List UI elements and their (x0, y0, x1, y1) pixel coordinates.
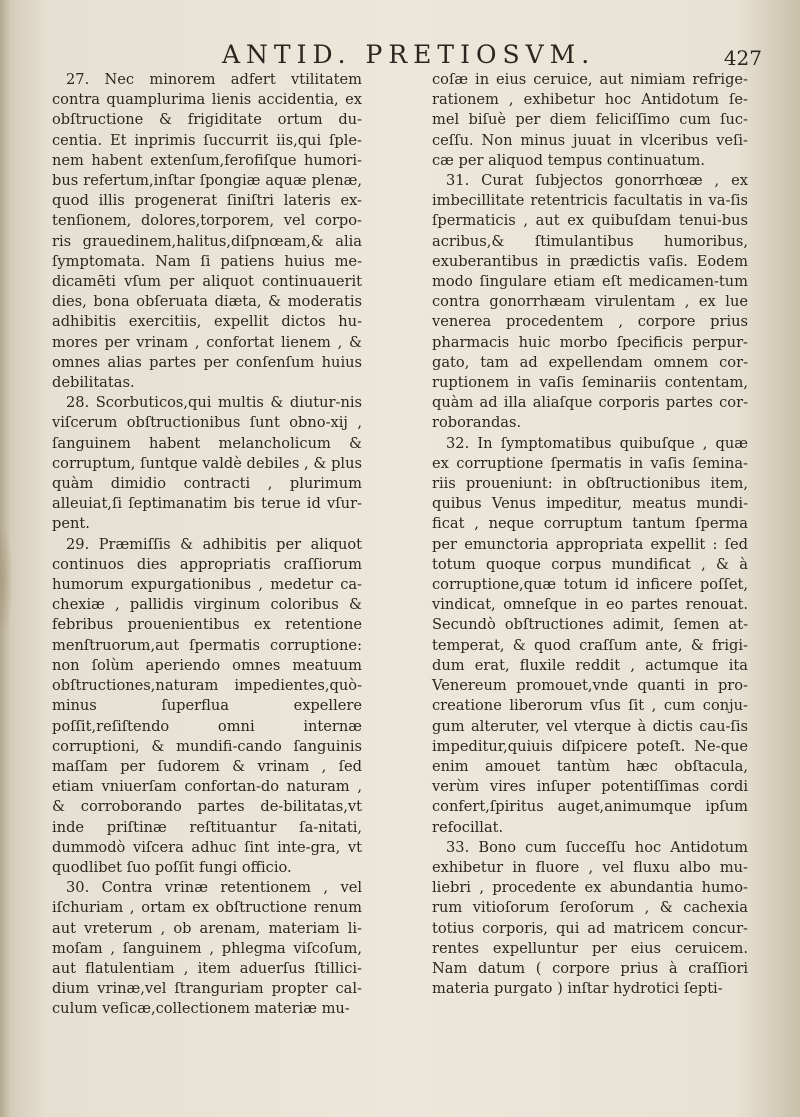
paragraph-number: 27. (66, 71, 90, 88)
paragraph-number: 29. (66, 535, 90, 553)
paragraph-32 (432, 434, 748, 838)
paragraph-27 (52, 70, 362, 393)
paragraph-text: Contra vrinæ retentionem , vel iſchuriam , ortam ex obſtructione renum aut vreterum , ob arenam, materiam li-moſam , ſanguinem , phlegma viſcoſum, aut flatulentiam , item aduerſus ſtillici-dium vrinæ,vel ſtranguriam propter cal-culum veſicæ,collectionem materiæ mu- (52, 879, 362, 1018)
page-stain (0, 520, 14, 640)
paragraph-text: Curat ſubjectos gonorrhœæ , ex imbecillitate retentricis facultatis in va-ſis ſpermaticis , aut ex quibuſdam tenui-bus acribus,& ſtimulantibus humoribus, exuberantibus in prædictis vaſis. Eodem modo ſingulare etiam eſt medicamen-tum contra gonorrhæam virulentam , ex lue venerea procedentem , corpore prius pharmacis huic morbo ſpecificis perpur-gato, tam ad expellendam omnem cor-ruptionem in vaſis ſeminariis contentam, quàm ad illa aliaſque corporis partes cor-roborandas. (432, 172, 748, 432)
paragraph-30 (52, 878, 362, 1019)
paragraph-31 (432, 171, 748, 434)
paragraph-28 (52, 393, 362, 534)
paragraph-number: 28. (66, 394, 90, 412)
right-column (432, 70, 748, 999)
paragraph-text: coſæ in eius ceruice, aut nimiam refrige-rationem , exhibetur hoc Antidotum ſe-mel biſuè per diem feliciſſimo cum ſuc-ceſſu. Non minus juuat in vlceribus veſi-cæ per aliquod tempus continuatum. (432, 71, 748, 169)
paragraph-text: Scorbuticos,qui multis & diutur-nis viſcerum obſtructionibus ſunt obno-xij , ſanguinem habent melancholicum & corruptum, ſuntque valdè debiles , & plus quàm dimidio contracti , plurimum alleuiat,ſi ſeptimanatim bis terue id vſur-pent. (52, 394, 363, 533)
left-column (52, 70, 362, 1020)
paragraph-number: 30. (66, 879, 90, 897)
paragraph-30-continued (432, 70, 748, 171)
paragraph-number: 33. (446, 838, 470, 856)
page-header (222, 40, 762, 74)
page-number: 427 (723, 46, 762, 70)
paragraph-33 (432, 838, 748, 1000)
running-title: ANTID. PRETIOSVM. (222, 40, 596, 69)
paragraph-text: Bono cum ſucceſſu hoc Antidotum exhibetur in fluore , vel fluxu albo mu-liebri , procedente ex abundantia humo-rum vitioſorum ſeroſorum , & cachexia totius corporis, qui ad matricem concur-rentes expelluntur per eius ceruicem. Nam datum ( corpore prius à craſſiori materia purgato ) inſtar hydrotici ſepti- (432, 838, 748, 998)
paragraph-number: 32. (446, 434, 470, 452)
paragraph-29 (52, 535, 362, 878)
paragraph-number: 31. (446, 172, 470, 190)
paragraph-text: Præmiſſis & adhibitis per aliquot continuos dies appropriatis craſſiorum humorum expurgationibus , medetur ca-chexiæ , pallidis virginum coloribus & febribus prouenientibus ex retentione menſtruorum,aut ſpermatis corruptione: non ſolùm aperiendo omnes meatuum obſtructiones,naturam impedientes,quò-minus ſuperflua expellere poſſit,reſiſtendo omni internæ corruptioni, & mundifi-cando ſanguinis maſſam per ſudorem & vrinam , ſed etiam vniuerſam confortan-do naturam , & corroborando partes de-bilitatas,vt inde priſtinæ reſtituantur ſa-nitati, dummodò viſcera adhuc ſint inte-gra, vt quodlibet ſuo poſſit fungi officio. (52, 535, 363, 876)
paragraph-text: In ſymptomatibus quibuſque , quæ ex corruptione ſpermatis in vaſis ſemina-riis proueniunt: in obſtructionibus item, quibus Venus impeditur, meatus mundi-ficat , neque corruptum tantum ſperma per emunctoria appropriata expellit : ſed totum quoque corpus mundificat , & à corruptione,quæ totum id inficere poſſet, vindicat, omneſque in eo partes renouat. Secundò obſtructiones adimit, ſemen at-temperat, & quod craſſum ante, & frigi-dum erat, fluxile reddit , actumque ita Venereum promouet,vnde quanti in pro-creatione liberorum vſus ſit , cum conju-gum alteruter, vel vterque à dictis cau-ſis impeditur,quiuis diſpicere poteſt. Ne-que enim amouet tantùm hæc obſtacula, verùm vires inſuper potentiſſimas cordi confert,ſpiritus auget,animumque ipſum refocillat. (432, 434, 749, 836)
paragraph-text: Nec minorem adfert vtilitatem contra quamplurima lienis accidentia, ex obſtructione & frigiditate ortum du-centia. Et inprimis ſuccurrit iis,qui ſple-nem habent extenſum,ferofiſque humori-bus refertum,inſtar ſpongiæ aquæ plenæ, quod illis progenerat ſiniſtri lateris ex-tenſionem, dolores,torporem, vel corpo-ris grauedinem,halitus,diſpnœam,& alia ſymptomata. Nam ſi patiens huius me-dicamēti vſum per aliquot continuauerit dies, bona obſeruata diæta, & moderatis adhibitis exercitiis, expellit dictos hu-mores per vrinam , confortat lienem , & omnes alias partes per conſenſum huius debilitatas. (52, 71, 362, 392)
